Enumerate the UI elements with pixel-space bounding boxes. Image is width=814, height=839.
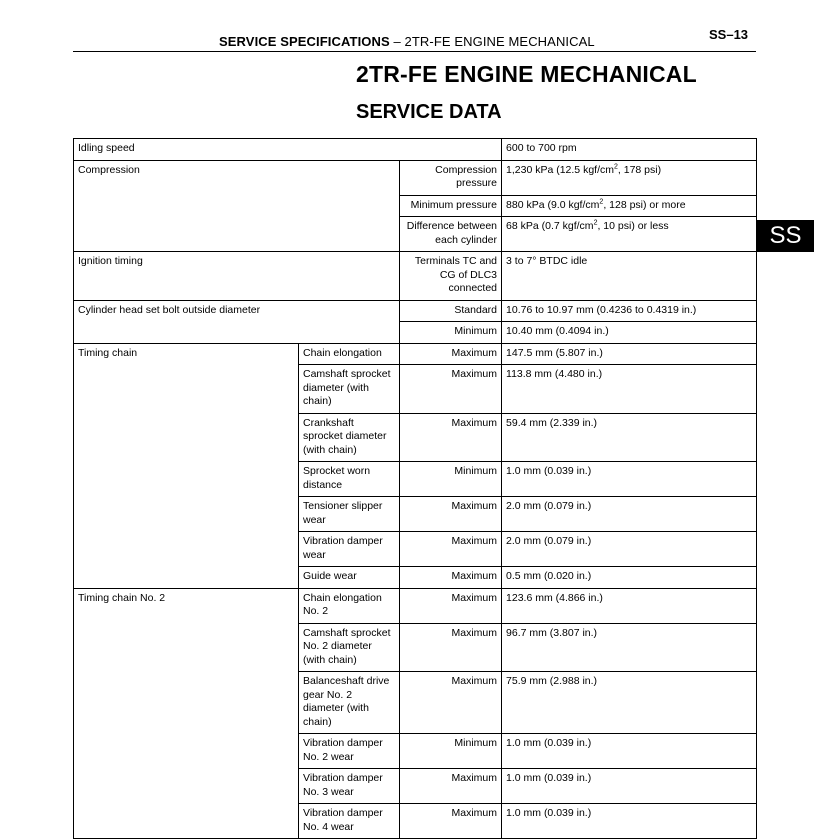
spec-label: Ignition timing: [74, 252, 400, 301]
spec-item: Crankshaft sprocket diameter (with chain): [299, 413, 400, 462]
spec-item: Camshaft sprocket diameter (with chain): [299, 365, 400, 414]
section-title: SERVICE DATA: [356, 101, 502, 123]
spec-value: 96.7 mm (3.807 in.): [502, 623, 757, 672]
spec-condition: Minimum: [400, 462, 502, 497]
spec-condition: Maximum: [400, 672, 502, 734]
spec-value: 880 kPa (9.0 kgf/$cm^2$, 128 psi) or more: [502, 195, 757, 217]
spec-item: Vibration damper wear: [299, 532, 400, 567]
spec-condition: Maximum: [400, 532, 502, 567]
header-subsection: 2TR-FE ENGINE MECHANICAL: [404, 34, 595, 49]
spec-item: Chain elongation: [299, 343, 400, 365]
spec-value: 147.5 mm (5.807 in.): [502, 343, 757, 365]
spec-condition: Maximum: [400, 497, 502, 532]
spec-item: Chain elongation No. 2: [299, 588, 400, 623]
spec-condition: Maximum: [400, 343, 502, 365]
spec-condition: Maximum: [400, 804, 502, 839]
spec-value: 1.0 mm (0.039 in.): [502, 769, 757, 804]
spec-item: Balanceshaft drive gear No. 2 diameter (with chain): [299, 672, 400, 734]
spec-value: 2.0 mm (0.079 in.): [502, 497, 757, 532]
spec-condition: Maximum: [400, 769, 502, 804]
spec-condition: Minimum: [400, 734, 502, 769]
spec-condition: Difference between each cylinder: [400, 217, 502, 252]
header-rule: [73, 51, 756, 52]
spec-item: Vibration damper No. 3 wear: [299, 769, 400, 804]
spec-condition: Standard: [400, 300, 502, 322]
spec-value: 75.9 mm (2.988 in.): [502, 672, 757, 734]
spec-condition: Maximum: [400, 365, 502, 414]
spec-condition: Minimum pressure: [400, 195, 502, 217]
header-section: SERVICE SPECIFICATIONS: [219, 34, 390, 49]
spec-value: 600 to 700 rpm: [502, 139, 757, 161]
spec-value: 1.0 mm (0.039 in.): [502, 462, 757, 497]
spec-condition: Terminals TC and CG of DLC3 connected: [400, 252, 502, 301]
spec-item: Guide wear: [299, 567, 400, 589]
spec-value: 68 kPa (0.7 kgf/$cm^2$, 10 psi) or less: [502, 217, 757, 252]
spec-item: Vibration damper No. 4 wear: [299, 804, 400, 839]
spec-value: 0.5 mm (0.020 in.): [502, 567, 757, 589]
table-row: [74, 300, 757, 322]
spec-value: 10.76 to 10.97 mm (0.4236 to 0.4319 in.): [502, 300, 757, 322]
spec-label: Cylinder head set bolt outside diameter: [74, 300, 400, 343]
spec-condition: Maximum: [400, 623, 502, 672]
spec-item: Sprocket worn distance: [299, 462, 400, 497]
spec-condition: Maximum: [400, 413, 502, 462]
spec-value: 123.6 mm (4.866 in.): [502, 588, 757, 623]
page-title: 2TR-FE ENGINE MECHANICAL: [356, 61, 697, 87]
section-tab: SS: [757, 220, 814, 252]
spec-condition: Maximum: [400, 567, 502, 589]
spec-label: Compression: [74, 160, 400, 252]
spec-item: Vibration damper No. 2 wear: [299, 734, 400, 769]
spec-item: Tensioner slipper wear: [299, 497, 400, 532]
table-row: [74, 252, 757, 301]
spec-condition: Maximum: [400, 588, 502, 623]
spec-value: 2.0 mm (0.079 in.): [502, 532, 757, 567]
spec-value: 1,230 kPa (12.5 kgf/$cm^2$, 178 psi): [502, 160, 757, 195]
spec-condition: Minimum: [400, 322, 502, 344]
page-number: SS–13: [709, 27, 749, 42]
table-row: [74, 588, 757, 623]
header-separator: –: [393, 34, 401, 49]
spec-value: 10.40 mm (0.4094 in.): [502, 322, 757, 344]
spec-label: Timing chain No. 2: [74, 588, 299, 839]
table-row: [74, 343, 757, 365]
spec-value: 3 to 7° BTDC idle: [502, 252, 757, 301]
running-header: [219, 34, 595, 49]
spec-value: 1.0 mm (0.039 in.): [502, 734, 757, 769]
table-row: [74, 160, 757, 195]
spec-condition: Compression pressure: [400, 160, 502, 195]
spec-value: 59.4 mm (2.339 in.): [502, 413, 757, 462]
spec-label: Idling speed: [74, 139, 502, 161]
table-row: [74, 139, 757, 161]
spec-value: 1.0 mm (0.039 in.): [502, 804, 757, 839]
service-data-table: [73, 138, 757, 839]
spec-item: Camshaft sprocket No. 2 diameter (with chain): [299, 623, 400, 672]
spec-value: 113.8 mm (4.480 in.): [502, 365, 757, 414]
spec-label: Timing chain: [74, 343, 299, 588]
